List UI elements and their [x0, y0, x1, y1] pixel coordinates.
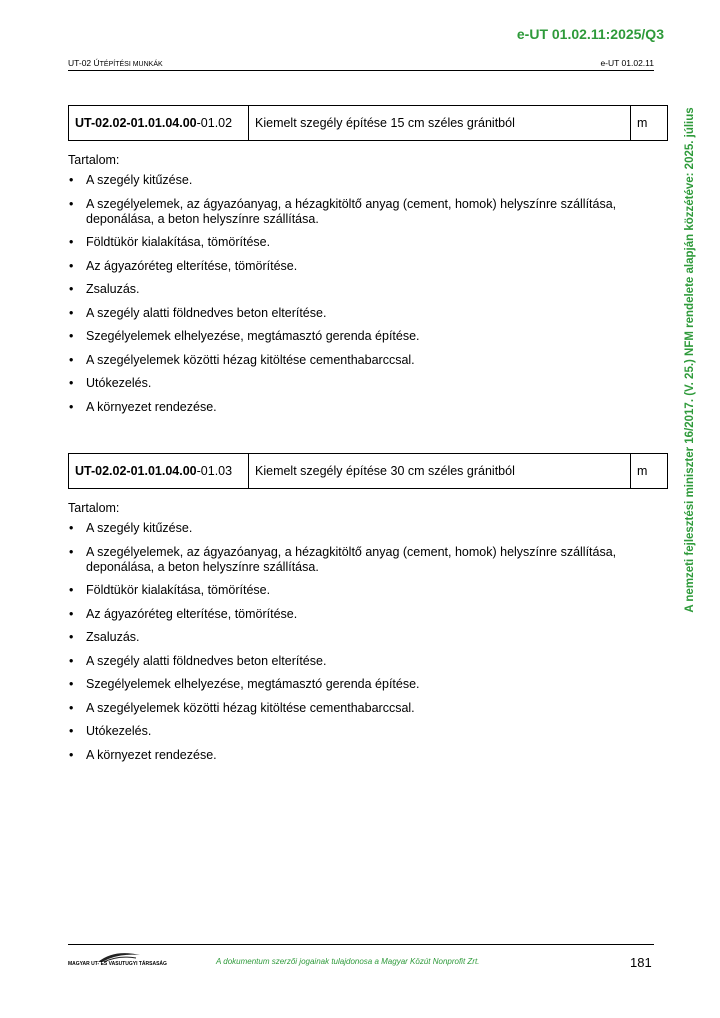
item-code-bold: UT-02.02-01.01.04.00 [75, 116, 197, 130]
list-item: • A környezet rendezése. [68, 748, 668, 763]
item-header-table [68, 453, 668, 489]
item-section [68, 105, 668, 423]
list-item: • A szegély kitűzése. [68, 173, 668, 188]
header-chapter-smallcaps: TÉPÍTÉSI MUNKÁK [99, 61, 163, 68]
header-chapter-code: UT-02 [68, 58, 94, 68]
list-item: • A szegélyelemek, az ágyazóanyag, a hézagkitöltő anyag (cement, homok) helyszínre szállítása, deponálása, a beton helyszínre szállítása. [68, 545, 668, 575]
list-item: • Zsaluzás. [68, 282, 668, 297]
list-item: • A szegélyelemek közötti hézag kitöltése cementhabarccsal. [68, 701, 668, 716]
item-header-table [68, 105, 668, 141]
list-item: • Szegélyelemek elhelyezése, megtámasztó gerenda építése. [68, 329, 668, 344]
item-unit-cell: m [631, 454, 668, 489]
page-number: 181 [630, 955, 652, 970]
header-chapter-title [68, 58, 163, 68]
list-item: • A szegély kitűzése. [68, 521, 668, 536]
item-unit-cell: m [631, 106, 668, 141]
header-doc-ref: e-UT 01.02.11 [600, 58, 654, 68]
list-item: • Az ágyazóréteg elterítése, tömörítése. [68, 259, 668, 274]
item-header-row [69, 454, 668, 489]
logo-text: MAGYAR UT- ES VASUTUGYI TÁRSASÁG [68, 961, 167, 967]
list-item: • A szegélyelemek közötti hézag kitöltése cementhabarccsal. [68, 353, 668, 368]
footer-rule [68, 944, 654, 945]
document-code: e-UT 01.02.11:2025/Q3 [516, 26, 664, 42]
item-title-cell: Kiemelt szegély építése 15 cm széles gránitból [249, 106, 631, 141]
item-code-cell [69, 454, 249, 489]
list-item: • Földtükör kialakítása, tömörítése. [68, 583, 668, 598]
copyright-notice: A dokumentum szerzői jogainak tulajdonosa a Magyar Közút Nonprofit Zrt. [216, 957, 480, 966]
list-item: • Szegélyelemek elhelyezése, megtámasztó gerenda építése. [68, 677, 668, 692]
list-item: • A szegélyelemek, az ágyazóanyag, a hézagkitöltő anyag (cement, homok) helyszínre szállítása, deponálása, a beton helyszínre szállítása. [68, 197, 668, 227]
item-code-suffix: -01.03 [196, 464, 233, 478]
item-header-row [69, 106, 668, 141]
item-code-bold: UT-02.02-01.01.04.00 [75, 464, 197, 478]
item-code-suffix: -01.02 [196, 116, 233, 130]
side-publication-text: A nemzeti fejlesztési miniszter 16/2017. (V. 25.) NFM rendelete alapján közzétéve: 2025. július [684, 107, 696, 613]
society-logo [68, 951, 168, 971]
item-section [68, 453, 668, 771]
list-item: • Utókezelés. [68, 376, 668, 391]
running-header [68, 58, 654, 71]
content-list [68, 173, 668, 415]
list-item: • A szegély alatti földnedves beton elterítése. [68, 306, 668, 321]
item-code-cell [69, 106, 249, 141]
item-title-cell: Kiemelt szegély építése 30 cm széles gránitból [249, 454, 631, 489]
list-item: • Utókezelés. [68, 724, 668, 739]
content-label: Tartalom: [68, 153, 120, 167]
list-item: • A környezet rendezése. [68, 400, 668, 415]
list-item: • Földtükör kialakítása, tömörítése. [68, 235, 668, 250]
content-label: Tartalom: [68, 501, 120, 515]
header-chapter-initial: Ú [93, 58, 100, 68]
content-list [68, 521, 668, 763]
list-item: • A szegély alatti földnedves beton elterítése. [68, 654, 668, 669]
list-item: • Zsaluzás. [68, 630, 668, 645]
list-item: • Az ágyazóréteg elterítése, tömörítése. [68, 607, 668, 622]
